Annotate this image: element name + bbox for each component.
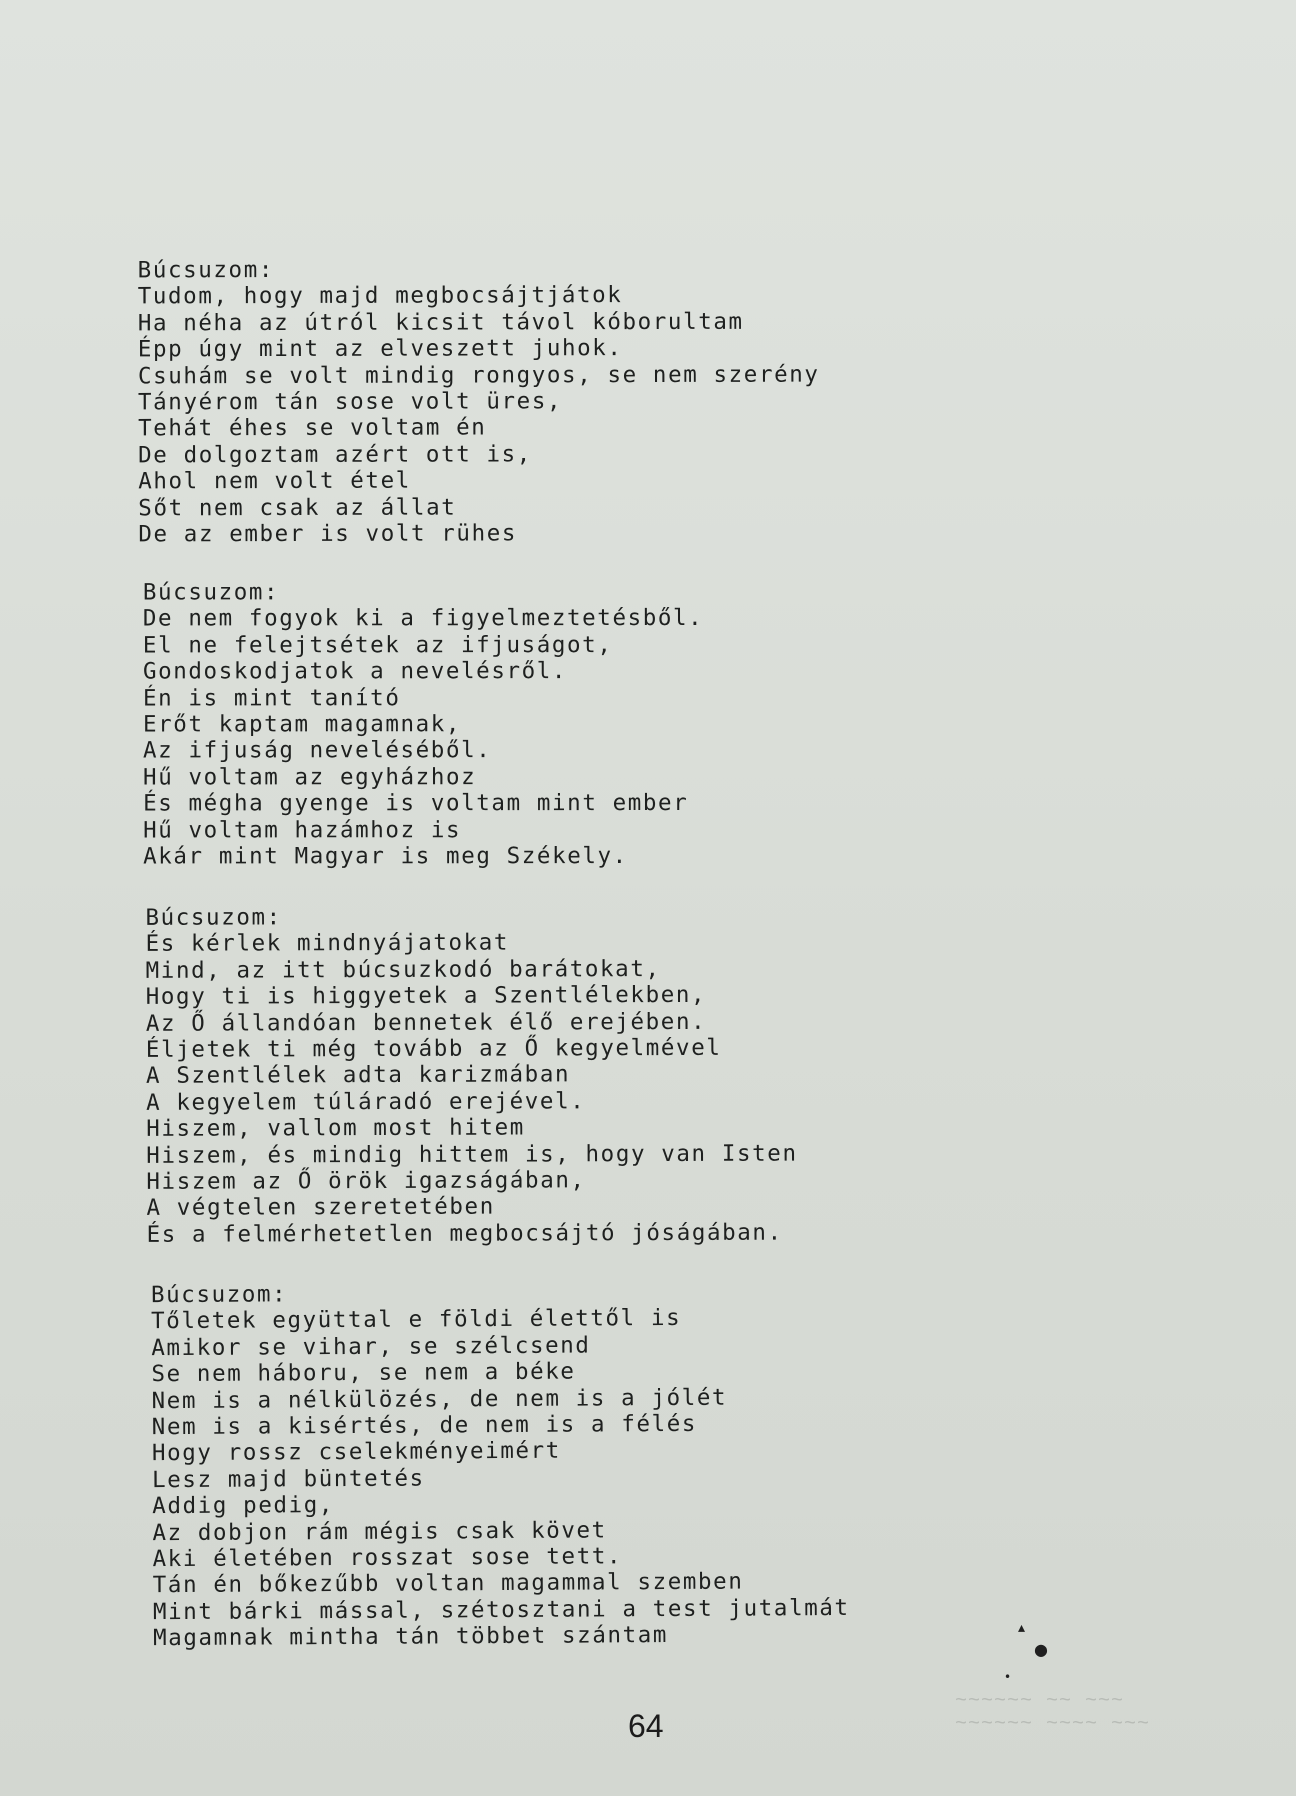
stanza-heading: Búcsuzom: <box>142 579 280 606</box>
page-number: 64 <box>628 1708 664 1744</box>
poem-line: Ha néha az útról kicsit távol kóborultam <box>137 308 744 337</box>
poem-line: Hű voltam hazámhoz is <box>143 816 462 844</box>
poem-line: Hiszem az Ő örök igazságában, <box>146 1166 586 1195</box>
stanza-1 <box>138 255 1179 548</box>
poem-line: Tőletek együttal e földi élettől is <box>151 1305 682 1335</box>
poem-line: Az ifjuság neveléséből. <box>143 737 492 765</box>
poem-body <box>138 256 1178 1681</box>
poem-line: Nem is a nélkülözés, de nem is a jólét <box>151 1383 728 1414</box>
poem-line: Ahol nem volt étel <box>138 467 411 495</box>
poem-line: Csuhám se volt mindig rongyos, se nem szerény <box>137 361 820 389</box>
poem-line: El ne felejtsétek az ifjuságot, <box>142 632 613 659</box>
poem-line: Tán én bőkezűbb voltan magammal szemben <box>152 1568 744 1599</box>
poem-line: A Szentlélek adta karizmában <box>145 1061 571 1089</box>
poem-line: Hiszem, vallom most hitem <box>146 1114 525 1142</box>
poem-line: Aki életében rosszat sose tett. <box>152 1542 623 1572</box>
poem-line: Gondoskodjatok a nevelésről. <box>142 658 568 685</box>
poem-line: De az ember is volt rühes <box>138 520 518 548</box>
poem-line: Hogy ti is higgyetek a Szentlélekben, <box>145 981 707 1010</box>
poem-line: És mégha gyenge is voltam mint ember <box>143 790 689 817</box>
poem-line: Tudom, hogy majd megbocsájtjátok <box>137 282 623 310</box>
stanza-heading: Búcsuzom: <box>145 903 282 931</box>
poem-line: Tányérom tán sose volt üres, <box>137 388 563 416</box>
poem-line: És a felmérhetetlen megbocsájtó jóságában. <box>146 1218 783 1248</box>
poem-line: Erőt kaptam magamnak, <box>142 711 462 738</box>
poem-line: Hű voltam az egyházhoz <box>143 764 477 791</box>
poem-line: Hogy rossz cselekményeimért <box>151 1437 561 1467</box>
poem-line: És kérlek mindnyájatokat <box>145 929 510 957</box>
poem-line: Magamnak mintha tán többet szántam <box>152 1621 669 1651</box>
poem-line: Az dobjon rám mégis csak követ <box>152 1516 607 1546</box>
poem-line: Amikor se vihar, se szélcsend <box>151 1331 591 1361</box>
poem-line: Az Ő állandóan bennetek élő erejében. <box>145 1008 707 1036</box>
stanza-3 <box>145 901 1186 1248</box>
ink-speck: ● <box>1034 1640 1048 1659</box>
poem-line: Mind, az itt búcsuzkodó barátokat, <box>145 955 661 984</box>
poem-line: Épp úgy mint az elveszett juhok. <box>137 335 623 363</box>
stanza-2 <box>143 579 1183 870</box>
poem-line: A kegyelem túláradó erejével. <box>146 1087 586 1116</box>
poem-line: Hiszem, és mindig hittem is, hogy van Isten <box>146 1139 798 1168</box>
poem-line: De dolgoztam azért ott is, <box>138 441 532 469</box>
stanza-heading: Búcsuzom: <box>137 257 275 284</box>
ink-speck: ▴ <box>1018 1620 1026 1636</box>
poem-line: De nem fogyok ki a figyelmeztetésből. <box>142 605 704 633</box>
poem-line: Éljetek ti még tovább az Ő kegyelmével <box>145 1034 722 1063</box>
ink-speck: • <box>1004 1670 1012 1684</box>
poem-line: Sőt nem csak az állat <box>138 494 457 521</box>
poem-line: Tehát éhes se voltam én <box>138 414 487 442</box>
poem-line: Nem is a kisértés, de nem is a félés <box>151 1410 698 1440</box>
poem-line: Akár mint Magyar is meg Székely. <box>143 843 628 870</box>
poem-line: Se nem háboru, se nem a béke <box>151 1358 576 1388</box>
stanza-heading: Búcsuzom: <box>150 1281 288 1308</box>
poem-line: Én is mint tanító <box>142 685 401 712</box>
stanza-4 <box>151 1275 1193 1651</box>
bleed-through-text: ~~~~~~ ~~ ~~~ ~~~~~~ ~~~~ ~~~ <box>955 1690 1151 1736</box>
poem-line: A végtelen szeretetében <box>146 1193 495 1221</box>
poem-line: Lesz majd büntetés <box>152 1464 425 1493</box>
poem-line: Mint bárki mással, szétosztani a test jutalmát <box>152 1594 850 1625</box>
poem-line: Addig pedig, <box>152 1491 335 1519</box>
